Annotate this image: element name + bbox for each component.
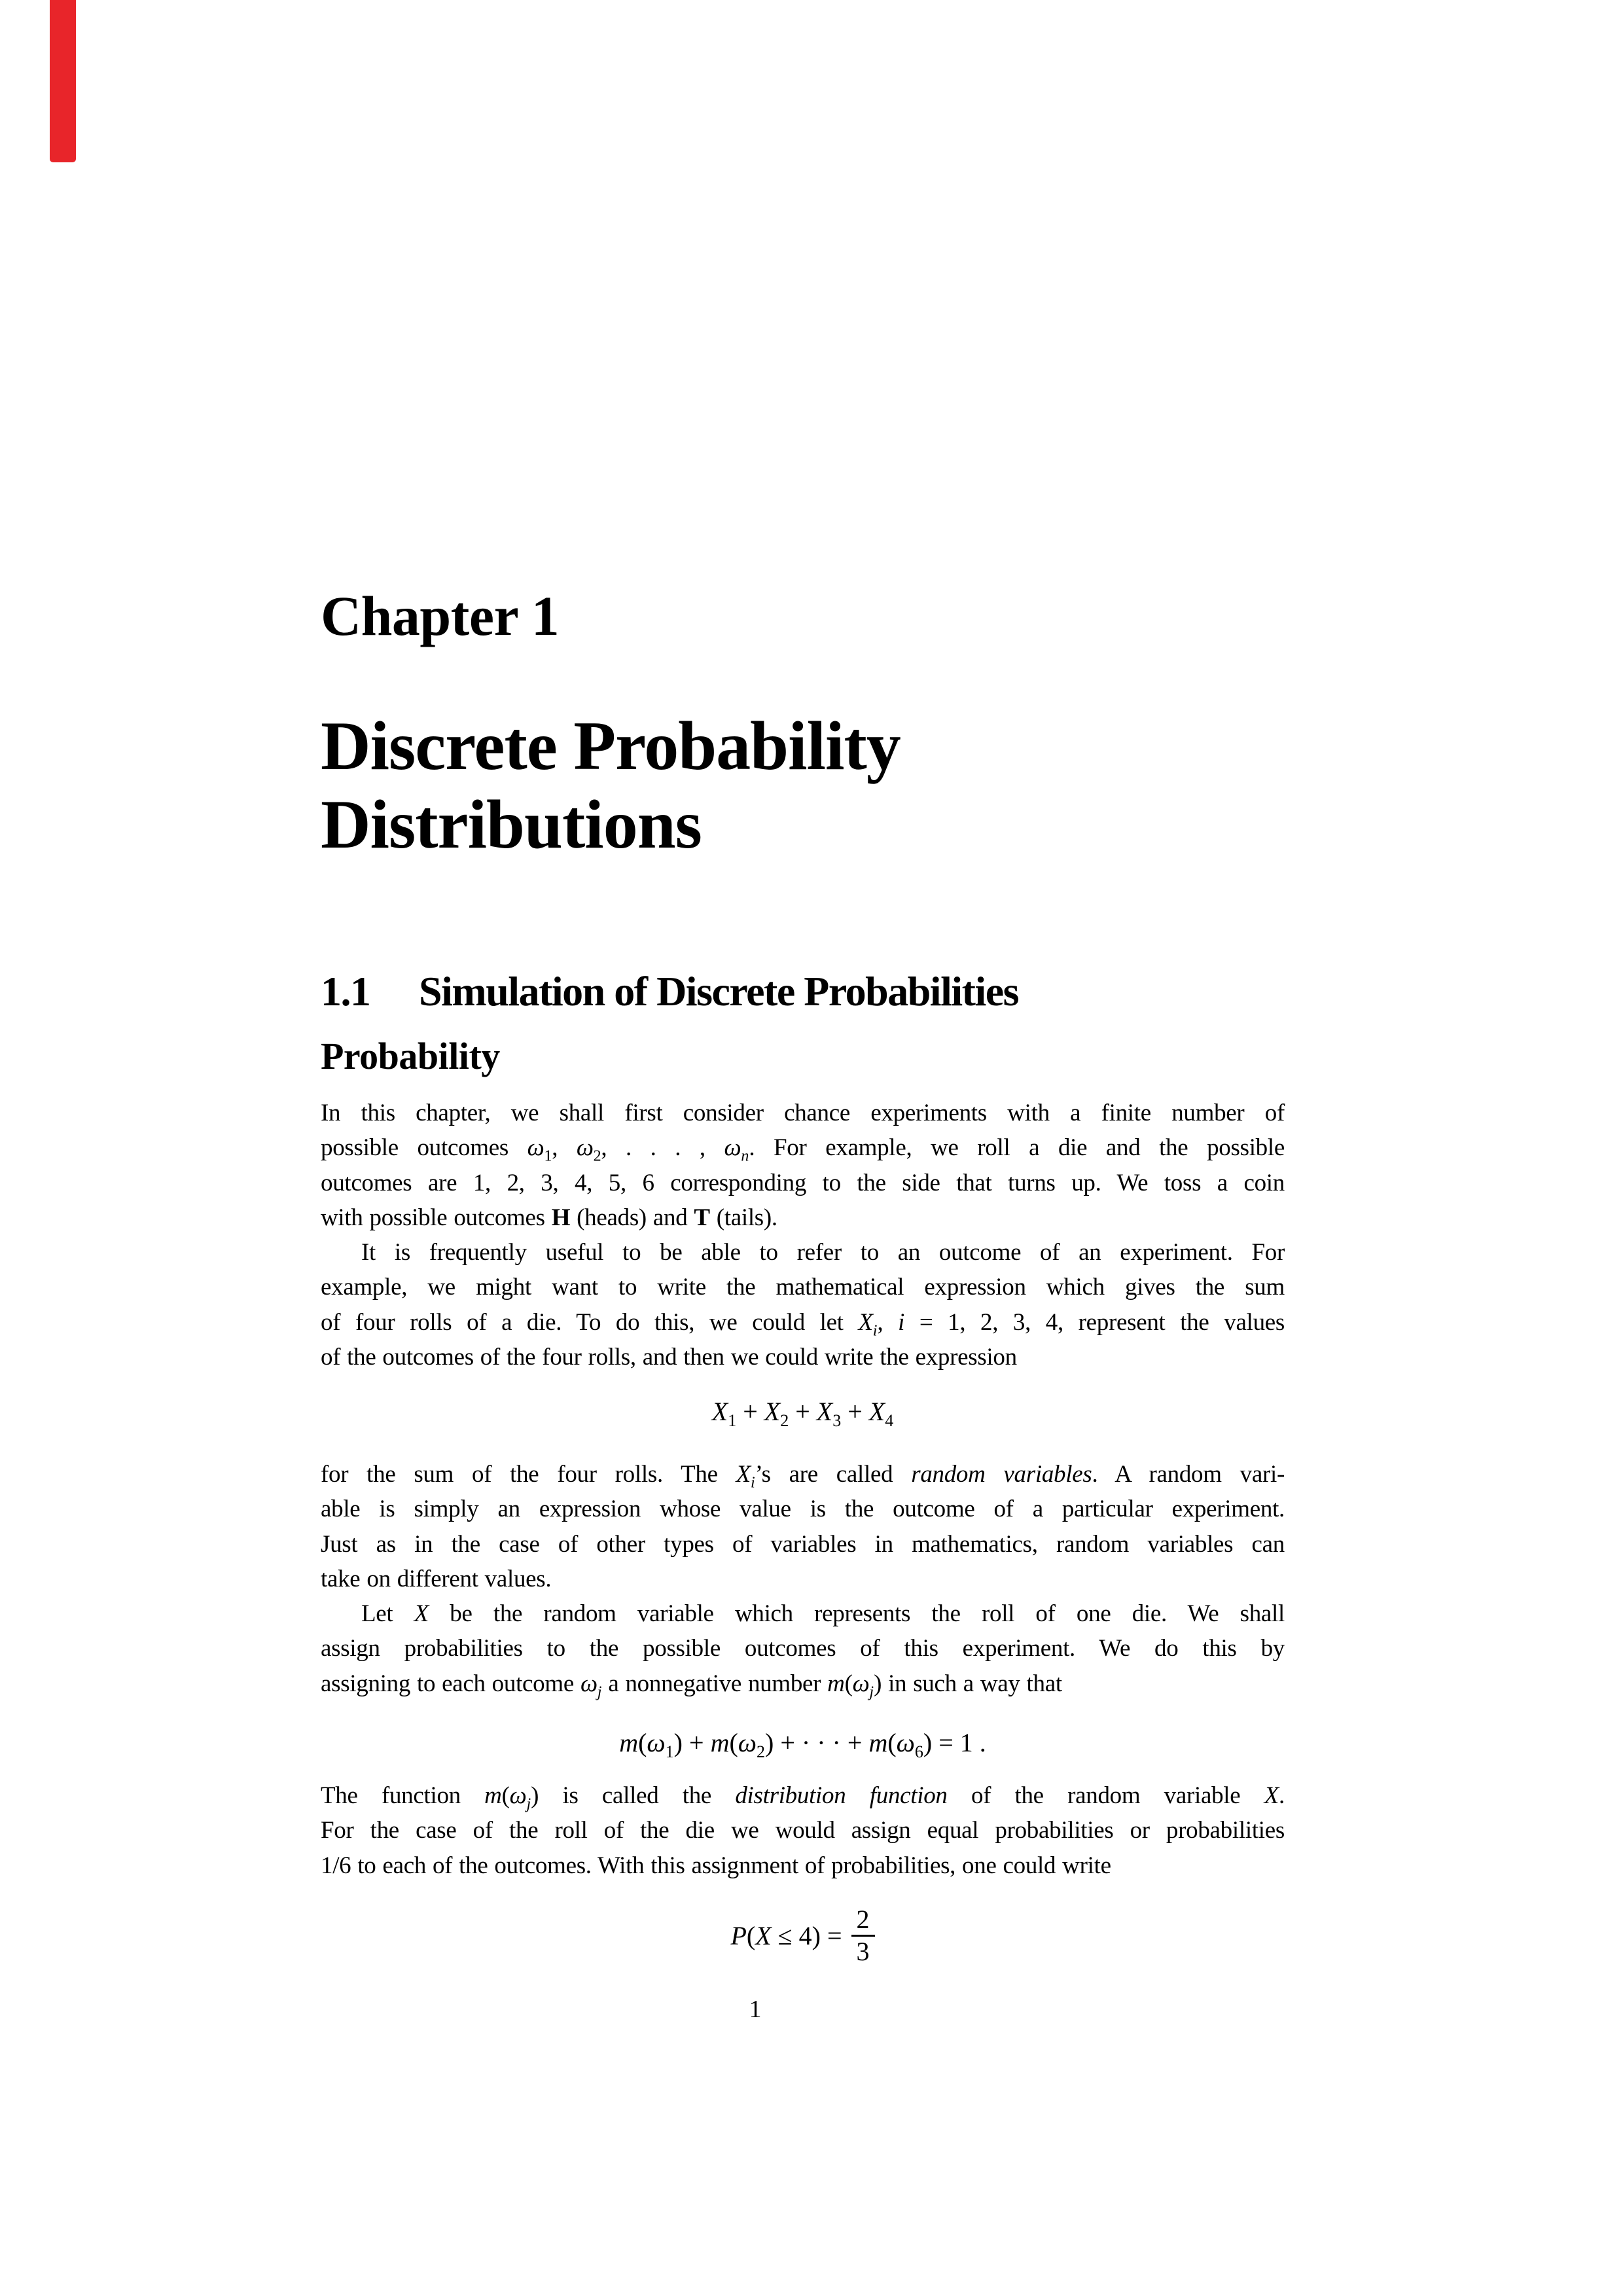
text-line: Just as in the case of other types of variables in mathematics, random variables can	[321, 1530, 1285, 1558]
text-line: For the case of the roll of the die we would assign equal probabilities or probabilities	[321, 1817, 1285, 1844]
page-number: 1	[749, 1996, 762, 2023]
text-line: of four rolls of a die. To do this, we could let $X_i$, i = 1, 2, 3, 4, represent the values	[321, 1308, 1285, 1339]
section-heading	[321, 968, 1285, 1014]
text-line: The function $m(\omega_j)$ is called the distribution function of the random variable X.	[321, 1782, 1285, 1813]
text-line: 1/6 to each of the outcomes. With this assignment of probabilities, one could write	[321, 1852, 1111, 1879]
paragraph-assign-probabilities	[321, 1596, 1285, 1701]
chapter-title-line: Discrete Probability	[321, 708, 901, 784]
text-line: with possible outcomes H (heads) and T (tails).	[321, 1204, 777, 1231]
paragraph-refer-outcome	[321, 1235, 1285, 1374]
display-formula-probability	[321, 1905, 1285, 1967]
text-line: It is frequently useful to be able to refer to an outcome of an experiment. For	[361, 1239, 1285, 1266]
text-line: assign probabilities to the possible outcomes of this experiment. We do this by	[321, 1635, 1285, 1662]
subsection-heading: Probability	[321, 1035, 500, 1077]
fraction-denominator: 3	[851, 1935, 875, 1967]
display-formula-distribution-sum: $m(\omega_1) + m(\omega_2)$ + · · · + $m(\omega_6) = 1$ .	[619, 1728, 986, 1761]
text-line: example, we might want to write the mathematical expression which gives the sum	[321, 1274, 1285, 1301]
text-line: In this chapter, we shall first consider chance experiments with a finite number of	[321, 1100, 1285, 1126]
chapter-label: Chapter 1	[321, 584, 560, 647]
fraction-two-thirds	[851, 1905, 875, 1967]
display-formula-sum-of-rolls: $X_1 + X_2 + X_3 + X_4$	[711, 1397, 894, 1430]
text-line: assigning to each outcome $\omega_j$ a nonnegative number $m(\omega_j)$ in such a way that	[321, 1670, 1062, 1700]
paragraph-random-variables	[321, 1457, 1285, 1596]
section-number: 1.1	[321, 968, 370, 1014]
section-title: Simulation of Discrete Probabilities	[419, 968, 1019, 1014]
paragraph-distribution-function	[321, 1778, 1285, 1883]
text-line: able is simply an expression whose value is the outcome of a particular experiment.	[321, 1496, 1285, 1523]
fraction-numerator: 2	[856, 1905, 870, 1934]
text-line: take on different values.	[321, 1565, 552, 1592]
chapter-title	[321, 707, 1285, 864]
text-line: for the sum of the four rolls. The $X_i’s$ are called random variables. A random vari-	[321, 1461, 1285, 1492]
text-line: possible outcomes $\omega_1$, $\omega_2$, . . . , $\omega_n$. For example, we roll a die and the possible	[321, 1134, 1285, 1165]
red-bookmark-tab	[50, 0, 76, 162]
chapter-title-line: Distributions	[321, 786, 702, 863]
text-line: outcomes are 1, 2, 3, 4, 5, 6 corresponding to the side that turns up. We toss a coin	[321, 1169, 1285, 1196]
paragraph-intro-outcomes	[321, 1096, 1285, 1235]
text-line: Let X be the random variable which represents the roll of one die. We shall	[361, 1600, 1285, 1627]
text-line: of the outcomes of the four rolls, and then we could write the expression	[321, 1343, 1017, 1371]
formula-left-side: P(X ≤ 4) =	[730, 1920, 842, 1950]
